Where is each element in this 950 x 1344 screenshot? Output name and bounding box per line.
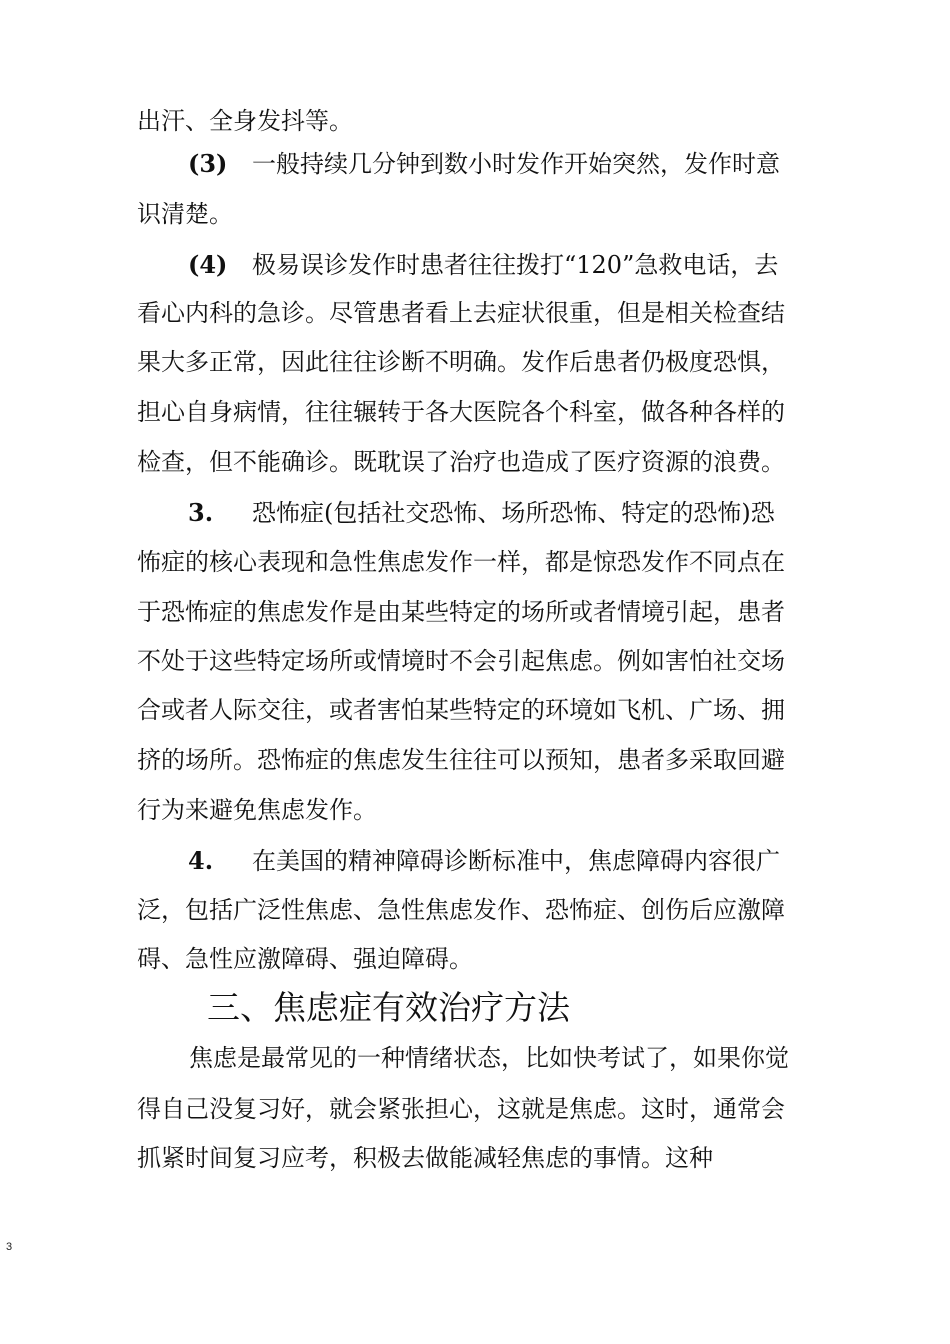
text-line: 在美国的精神障碍诊断标准中，焦虑障碍内容很广 [252, 847, 780, 875]
text-line: 检查，但不能确诊。既耽误了治疗也造成了医疗资源的浪费。 [137, 448, 785, 476]
text-line: 不处于这些特定场所或情境时不会引起焦虑。例如害怕社交场 [137, 647, 785, 675]
text-line: 行为来避免焦虑发作。 [137, 796, 377, 824]
text-line: 识清楚。 [137, 200, 233, 228]
text-line: 碍、急性应激障碍、强迫障碍。 [137, 945, 473, 973]
page-number: 3 [6, 1241, 13, 1253]
section-number: 4. [188, 846, 214, 875]
item-number: (3) [188, 149, 228, 178]
text-line: 一般持续几分钟到数小时发作开始突然，发作时意 [252, 150, 780, 178]
text-line: 焦虑是最常见的一种情绪状态，比如快考试了，如果你觉 [189, 1044, 789, 1072]
section-number: 3. [188, 498, 214, 527]
section-heading: 三、焦虑症有效治疗方法 [207, 988, 570, 1027]
text-line: 果大多正常，因此往往诊断不明确。发作后患者仍极度恐惧， [137, 348, 785, 376]
text-line: 于恐怖症的焦虑发作是由某些特定的场所或者情境引起，患者 [137, 598, 785, 626]
item-number: (4) [188, 250, 228, 279]
text-line: 合或者人际交往，或者害怕某些特定的环境如飞机、广场、拥 [137, 696, 785, 724]
text-line: 得自己没复习好，就会紧张担心，这就是焦虑。这时，通常会 [137, 1095, 785, 1123]
text-line: 担心自身病情，往往辗转于各大医院各个科室，做各种各样的 [137, 398, 785, 426]
text-line: 抓紧时间复习应考，积极去做能减轻焦虑的事情。这种 [137, 1144, 713, 1172]
text-line: 出汗、全身发抖等。 [137, 107, 353, 135]
text-line: 极易误诊发作时患者往往拨打“120”急救电话，去 [252, 251, 779, 279]
text-line: 看心内科的急诊。尽管患者看上去症状很重，但是相关检查结 [137, 299, 785, 327]
text-line: 挤的场所。恐怖症的焦虑发生往往可以预知，患者多采取回避 [137, 746, 785, 774]
text-line: 泛，包括广泛性焦虑、急性焦虑发作、恐怖症、创伤后应激障 [137, 896, 785, 924]
text-line: 怖症的核心表现和急性焦虑发作一样，都是惊恐发作不同点在 [137, 548, 785, 576]
text-line: 恐怖症(包括社交恐怖、场所恐怖、特定的恐怖)恐 [252, 499, 775, 527]
